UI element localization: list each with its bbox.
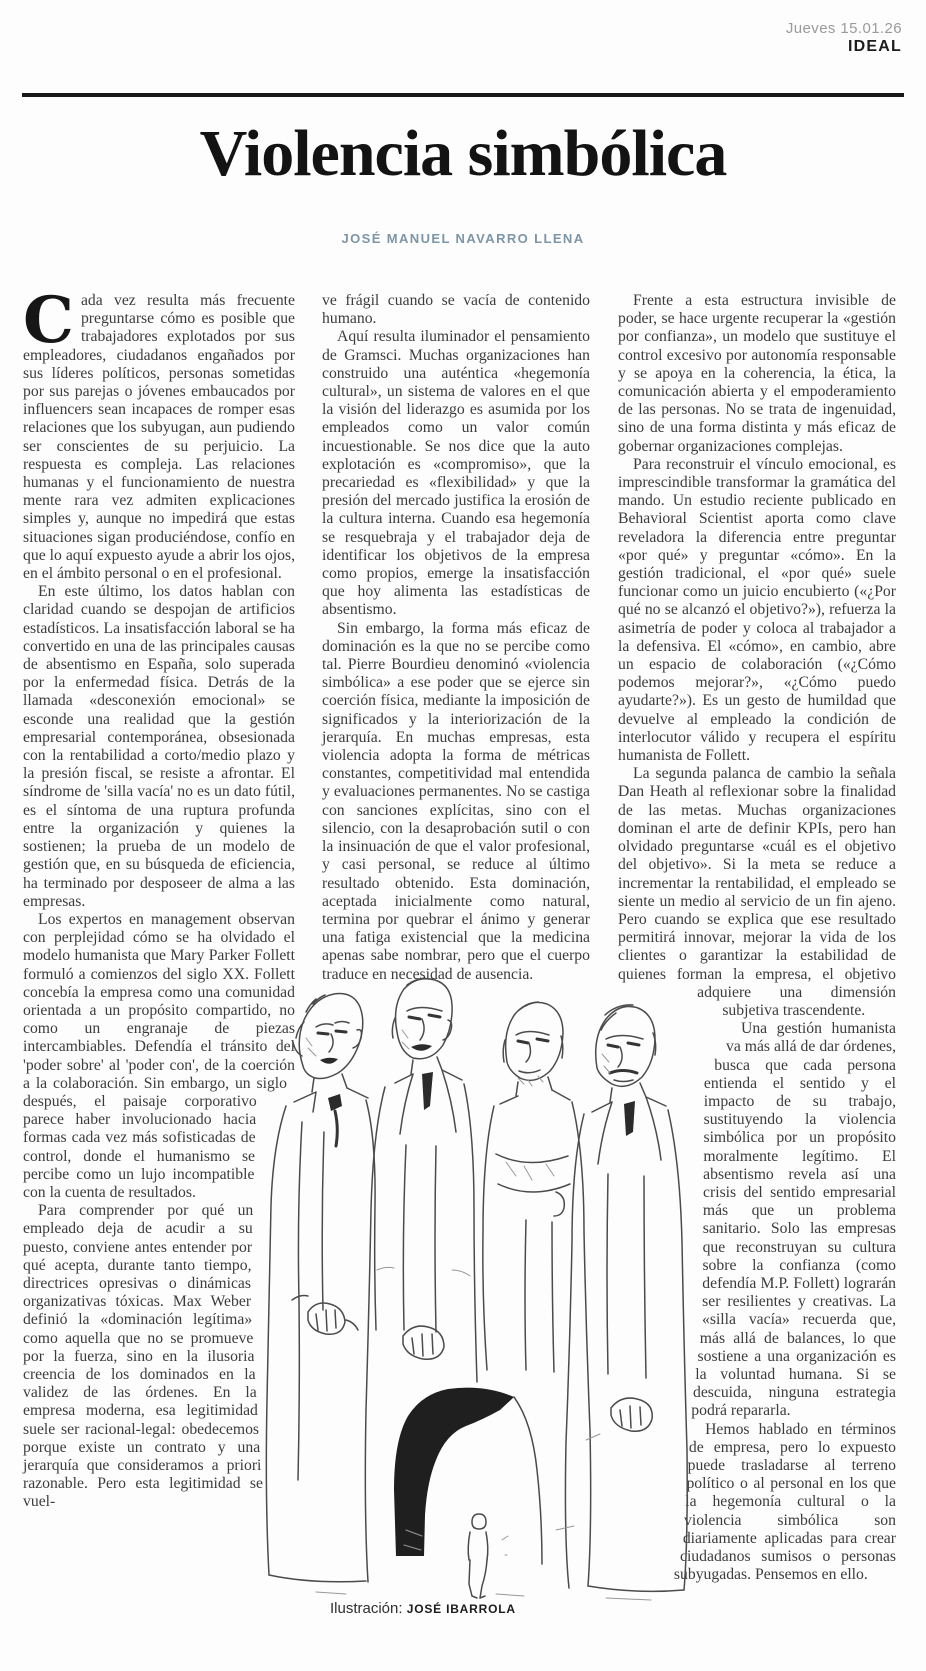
edition-date: Jueves 15.01.26 [785,20,902,37]
body-paragraph: Sin embargo, la forma más eficaz de dominación es la que no se percibe como tal. Pierre Bourdieu denominó «violencia simbólica» a ese poder que se ejerce sin coerción física, mediante la imposición de significados y la interiorización de la jerarquía. En muchas empresas, esta violencia adopta la forma de métricas constantes, competitividad mal entendida y evaluaciones permanentes. No se castiga con sanciones explícitas, sino con el silencio, con la desaprobación sutil o con la insinuación de que el valor profesional, y casi personal, se reduce al último resultado obtenido. Esta dominación, aceptada inicialmente como natural, termina por quebrar el ánimo y generar una fatiga existencial que la medicina apenas sabe nombrar, pero que el cuerpo traduce en necesidad de ausencia. [322,619,590,983]
illustration-caption [330,1600,516,1617]
body-paragraph: ve frágil cuando se vacía de contenido humano. [322,292,590,328]
caption-credit: JOSÉ IBARROLA [406,1602,516,1616]
caption-label: Ilustración: [330,1600,403,1617]
illustration-four-men-archway [256,970,708,1604]
illustration-drawing [256,970,708,1604]
body-paragraph: Hemos hablado en términos de empresa, pero lo expuesto puede trasladarse al terreno político o al personal en los que la hegemonía cultural o la violencia simbólica son diariamente aplicadas para crear ciudadanos sumisos o personas subyugadas. Pensemos en ello. [673,1420,896,1584]
body-paragraph: Para reconstruir el vínculo emocional, es imprescindible transformar la gramática del mando. Un estudio reciente publicado en Behavioral Scientist aporta como clave reveladora la diferencia entre preguntar «por qué» y preguntar «cómo». En la gestión tradicional, el «por qué» suele funcionar como un juicio encubierto («¿Por qué no se alcanzó el objetivo?»), refuerza la asimetría de poder y coloca al trabajador a la defensiva. El «cómo», en cambio, abre un espacio de colaboración («¿Cómo podemos mejorar?», «¿Cómo puedo ayudarte?»). Es un gesto de humildad que devuelve al empleado la condición de interlocutor válido y recupera el espíritu humanista de Follett. [618,455,896,765]
brand-logo-ideal: IDEAL [848,38,902,55]
article-title: Violencia simbólica [199,117,727,190]
drop-cap: C [23,283,74,358]
masthead [786,20,902,56]
article-byline: JOSÉ MANUEL NAVARRO LLENA [341,231,585,246]
body-paragraph: Frente a esta estructura invisible de poder, se hace urgente recuperar la «gestión por confianza», un modelo que sustituye el control excesivo por autonomía responsable y se apoya en la coherencia, la ética, la comunicación abierta y el empoderamiento de las personas. No se trata de ingenuidad, sino de una forma distinta y más eficaz de gobernar organizaciones complejas. [618,292,896,455]
text-column-2 [322,292,590,984]
body-paragraph: Una gestión humanista va más allá de dar órdenes, busca que cada persona entienda el sentido y el impacto de su trabajo, sustituyendo la violencia simbólica por un propósito moralmente legítimo. El absentismo revela así una crisis del sentido empresarial más que un problema sanitario. Solo las empresas que reconstruyan su cultura sobre la confianza (como defendía M.P. Follett) lograrán ser resilientes y creativas. La «silla vacía» recuerda que, más allá de balances, lo que sostiene a una organización es la voluntad humana. Si se descuida, ninguna estrategia podrá repararla. [691,1020,896,1420]
body-paragraph: Cada vez resulta más frecuente preguntarse cómo es posible que trabajadores explotados por sus empleadores, ciudadanos engañados por sus líderes políticos, personas sometidas por sus parejas o jóvenes embaucados por influencers sean incapaces de romper esas relaciones que los subyugan, aun pudiendo ser conscientes de su perjuicio. La respuesta es compleja. Las relaciones humanas y el funcionamiento de nuestra mente rara vez admiten explicaciones simples y, aunque no impedirá que estas situaciones sigan produciéndose, confío en que lo aquí expuesto ayude a abrir los ojos, en el ámbito personal o en el profesional. [23,283,295,583]
body-paragraph: Los expertos en management observan con perplejidad cómo se ha olvidado el modelo humanista que Mary Parker Follett formuló a comienzos del siglo XX. Follett concebía la empresa como una comunidad orientada a un propósito compartido, no como un engranaje de piezas intercambiables. Defendía el tránsito del 'poder sobre' al 'poder con', de la coerción a la colaboración. Sin embargo, un siglo después, el paisaje corporativo parece haber involucionado hacia formas cada vez más sofisticadas de control, donde el humanismo se percibe como un lujo incompatible con la cuenta de resultados. [23,910,295,1201]
body-paragraph: En este último, los datos hablan con claridad cuando se despojan de artificios estadísticos. La insatisfacción laboral se ha convertido en una de las principales causas de absentismo en España, solo superada por la enfermedad física. Detrás de la llamada «desconexión emocional» se esconde una realidad que la gestión empresarial contemporánea, obsesionada con la rentabilidad a corto/medio plazo y la presión fiscal, se resiste a afrontar. El síndrome de 'silla vacía' no es un dato fútil, es el síntoma de una ruptura profunda entre la organización y quienes la sostienen; la prueba de un modelo de gestión que, en su búsqueda de eficiencia, ha terminado por desposeer de alma a las empresas. [23,583,295,910]
body-paragraph: Para comprender por qué un empleado deja de acudir a su puesto, conviene antes entender por qué acepta, durante tanto tiempo, directrices opresivas o dinámicas organizativas tóxicas. Max Weber definió la «dominación legítima» como aquella que no se promueve por la fuerza, sino en la ilusoria creencia de los dominados en la validez de las órdenes. En la empresa moderna, esa legitimidad suele ser racional-legal: obedecemos porque existe un contrato y una jerarquía que consideramos a priori razonable. Pero esta legitimidad se vuel- [23,1202,263,1511]
body-paragraph: Aquí resulta iluminador el pensamiento de Gramsci. Muchas organizaciones han construido una auténtica «hegemonía cultural», un sistema de valores en el que la visión del liderazgo es asumida por los empleados como un valor común incuestionable. Se nos dice que la auto explotación es «compromiso», que la precariedad es «flexibilidad» y que la presión del mercado justifica la erosión de la cultura interna. Cuando esa hegemonía se resquebraja y el trabajador deja de identificar los objetivos de la empresa como propios, emerge la insatisfacción que hoy alimenta las estadísticas de absentismo. [322,328,590,619]
text-column-1 [23,283,295,1644]
body-paragraph: La segunda palanca de cambio la señala Dan Heath al reflexionar sobre la finalidad de las metas. Muchas organizaciones dominan el arte de definir KPIs, pero han olvidado preguntarse «cuál es el objetivo del objetivo». Si la meta se reduce a incrementar la rentabilidad, el empleado se siente un medio al servicio de un fin ajeno. Pero cuando se explica que ese resultado permitirá innovar, mejorar la vida de los clientes o garantizar la estabilidad de quienes forman la empresa, el objetivo adquiere una dimensión subjetiva trascendente. [618,765,896,1019]
header-rule [22,93,904,97]
